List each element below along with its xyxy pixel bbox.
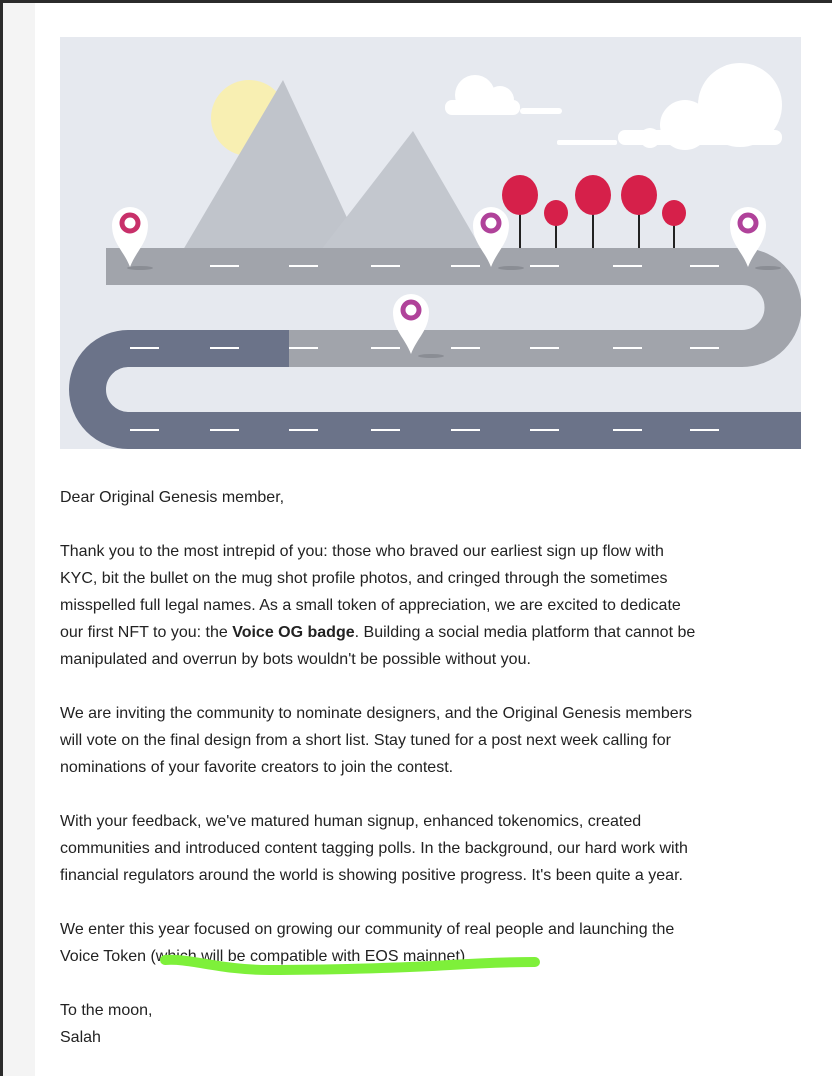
text-line: Voice Token (which will be compatible with EOS mainnet). <box>60 948 470 965</box>
text-line: manipulated and overrun by bots wouldn't be possible without you. <box>60 651 531 668</box>
text-segment: our first NFT to you: the <box>60 624 233 641</box>
text-line: communities and introduced content tagging polls. In the background, our hard work with <box>60 840 688 857</box>
paragraph-thanks <box>60 538 695 673</box>
paragraph-feedback <box>60 808 695 889</box>
closing: To the moon, <box>60 1002 153 1019</box>
text-line: Thank you to the most intrepid of you: those who braved our earliest sign up flow with <box>60 543 664 560</box>
text-line: With your feedback, we've matured human signup, enhanced tokenomics, created <box>60 813 642 830</box>
text-line: financial regulators around the world is showing positive progress. It's been quite a year. <box>60 867 683 884</box>
text-segment: . Building a social media platform that cannot be <box>354 624 696 641</box>
roadmap-illustration <box>60 37 801 449</box>
text-line: We are inviting the community to nominate designers, and the Original Genesis members <box>60 705 693 722</box>
voice-og-badge-text: Voice OG badge <box>232 624 355 641</box>
text-line: nominations of your favorite creators to join the contest. <box>60 759 454 776</box>
text-line: misspelled full legal names. As a small token of appreciation, we are excited to dedicate <box>60 597 681 614</box>
green-highlight-underline <box>150 950 550 990</box>
text-line: KYC, bit the bullet on the mug shot profile photos, and cringed through the sometimes <box>60 570 668 587</box>
text-line: We enter this year focused on growing our community of real people and launching the <box>60 921 675 938</box>
paragraph-nominations <box>60 700 695 781</box>
text-line: will vote on the final design from a short list. Stay tuned for a post next week calling for <box>60 732 671 749</box>
greeting: Dear Original Genesis member, <box>60 489 285 506</box>
signature: Salah <box>60 1029 101 1046</box>
text-line <box>60 619 695 646</box>
